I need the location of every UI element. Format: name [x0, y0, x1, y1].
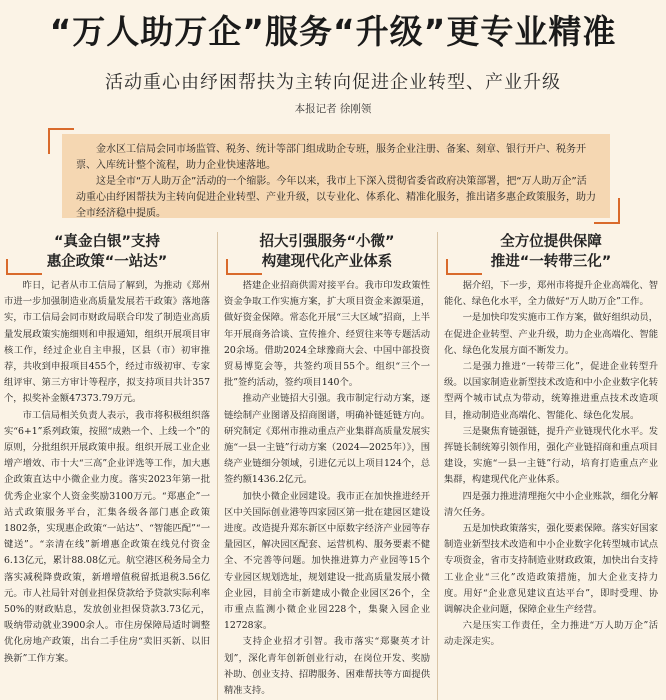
column-title-line2: 惠企政策“一站达” [46, 254, 168, 270]
headline: “万人助万企”服务“升级”更专业精准 [49, 12, 617, 51]
column-title [4, 232, 210, 274]
article-paragraph: 支持企业招才引智。我市落实“郑聚英才计划”，深化青年创新创业行动，在岗位开发、奖励补助、创业支持、招聘服务、困难帮扶等方面提供精准支持。 [224, 636, 430, 697]
column-title-line2: 推进“一转带三化” [490, 254, 612, 270]
corner-mark [446, 259, 482, 275]
article-paragraph: 昨日，记者从市工信局了解到，为推动《郑州市进一步加强制造业高质量发展若干政策》落地落实，市工信局会同市财政局联合印发了制造业高质量发展政策实施细则和申报通知，组织开展项目审核工作，经过企业自主申报，区县（市）初审推荐，共收到申报项目455个，经过市级初审、专家组评审、第三方审计等程序，拟支持项目共计357个，拟奖补金额47373.79万元。 [4, 280, 210, 405]
byline: 本报记者 徐刚领 [294, 103, 372, 115]
column-divider [437, 232, 438, 700]
article-paragraph: 四是强力推进清理拖欠中小企业账款，细化分解清欠任务。 [444, 490, 658, 518]
article-paragraph: 三是聚焦育链强链，提升产业链现代化水平。发挥链长制统筹引领作用，强化产业链招商和重点项目建设，实施“一县一主链”行动，培育打造重点产业集群，构建现代化产业体系。 [444, 425, 658, 486]
column-title-line2: 构建现代化产业体系 [261, 254, 393, 270]
column-investment [224, 232, 430, 700]
article-paragraph: 六是压实工作责任，全力推进“万人助万企”活动走深走实。 [444, 620, 658, 648]
article-paragraph: 推动产业链招大引强。我市制定行动方案，逐链绘制产业图谱及招商图谱，明确补链延链方向。研究制定《郑州市推动重点产业集群高质量发展实施“一县一主链”行动方案（2024—2025年）》，围绕产业链细分领域，引进亿元以上项目124个，总签约额1436.2亿元。 [224, 393, 430, 486]
lead-paragraph: 金水区工信局会同市场监管、税务、统计等部门组成助企专班，服务企业注册、备案、刻章、银行开户、税务开票、入库统计整个流程，助力企业快速落地。 [76, 144, 586, 171]
column-title-line1: 全方位提供保障 [500, 234, 602, 250]
article-paragraph: 加快小微企业园建设。我市正在加快推进经开区中关国际创业港等四家园区第一批在建园区建设进度。改造提升郑东新区中原数字经济产业园等存量园区，解决园区配套、运营机构、服务要素不健全、不完善等问题。加快推进算力产业园等15个专业园区规划选址，规划建设一批高质量发展小微企业园，目前全市新建成小微企业园区26个，全市重点监测小微企业园228个，集聚入园企业12728家。 [224, 490, 430, 632]
column-guarantee [444, 232, 658, 700]
column-divider [217, 232, 218, 700]
article-paragraph: 五是加快政策落实，强化要素保障。落实好国家制造业新型技术改造和中小企业数字化转型城市试点专项资金，省市支持制造业财政政策，加快出台支持工业企业“三化”改造政策措施，加大企业支持力度。用好“企业意见建议直达平台”，即时受理、协调解决企业问题，保障企业生产经营。 [444, 523, 658, 616]
article-paragraph: 市工信局相关负责人表示，我市将积极组织落实“6+1”系列政策，按照“成熟一个、上线一个”的原则，分批组织开展政策申报。组织开展工业企业增产增效、市十大“三高”企业评选等工作，加大惠企政策直达中小微企业力度。落实2023年第一批优秀企业家个人资金奖励3100万元。“郑惠企”一站式政策服务平台，汇集各级各部门惠企政策1802条，实现惠企政策“一站达”、“智能匹配”“一键送”。“亲清在线”新增惠企政策在线兑付资金6.13亿元，累计88.08亿元。航空港区税务局全力落实减税降费政策，新增增值税留抵退税3.56亿元。市人社局针对创业担保贷款给予贷款实际利率50%的财政贴息，发放创业担保贷款3.73亿元，吸纳带动就业3900余人。市住房保障局适时调整优化房地产政策，出台二手住房“卖旧买新、以旧换新”工作方案。 [4, 409, 210, 664]
corner-mark [6, 259, 42, 275]
article-paragraph: 一是加快印发实施市工作方案，做好组织动员，在促进企业转型、产业升级，助力企业高端化、智能化、绿色化发展方面不断发力。 [444, 312, 658, 356]
article-paragraph: 二是强力推进“一转带三化”，促进企业转型升级。以国家制造业新型技术改造和中小企业数字化转型两个城市试点为带动，统筹推进重点技术改造项目，推动制造业高端化、智能化、绿色化发展。 [444, 361, 658, 421]
subtitle: 活动重心由纾困帮扶为主转向促进企业转型、产业升级 [105, 72, 561, 93]
corner-mark [226, 259, 262, 275]
lead-paragraph: 这是全市“万人助万企”活动的一个缩影。今年以来，我市上下深入贯彻省委省政府决策部署，把“万人助万企”活动重心由纾困帮扶为主转向促进企业转型、产业升级，以专业化、体系化、精准化服务，推出诸多惠企政策服务，助力全市经济稳中提质。 [76, 176, 596, 219]
column-title-line1: 招大引强服务“小微” [259, 234, 395, 250]
column-policy [4, 232, 210, 700]
column-title [224, 232, 430, 274]
article-paragraph: 搭建企业招商供需对接平台。我市印发政策性资金争取工作实施方案，扩大项目资金来源渠道，做好资金保障。常态化开展“三大区域”招商，上半年开展商务洽谈、宣传推介、经贸往来等专题活动20余场。借助2024全球豫商大会、中国中部投资贸易博览会等，共签约项目55个。组织“三个一批”签约活动，签约项目140个。 [224, 280, 430, 389]
column-title [444, 232, 658, 274]
article-paragraph: 据介绍，下一步，郑州市将提升企业高端化、智能化、绿色化水平，全力做好“万人助万企”工作。 [444, 280, 658, 308]
column-title-line1: “真金白银”支持 [53, 234, 161, 250]
lead-box [62, 134, 610, 218]
